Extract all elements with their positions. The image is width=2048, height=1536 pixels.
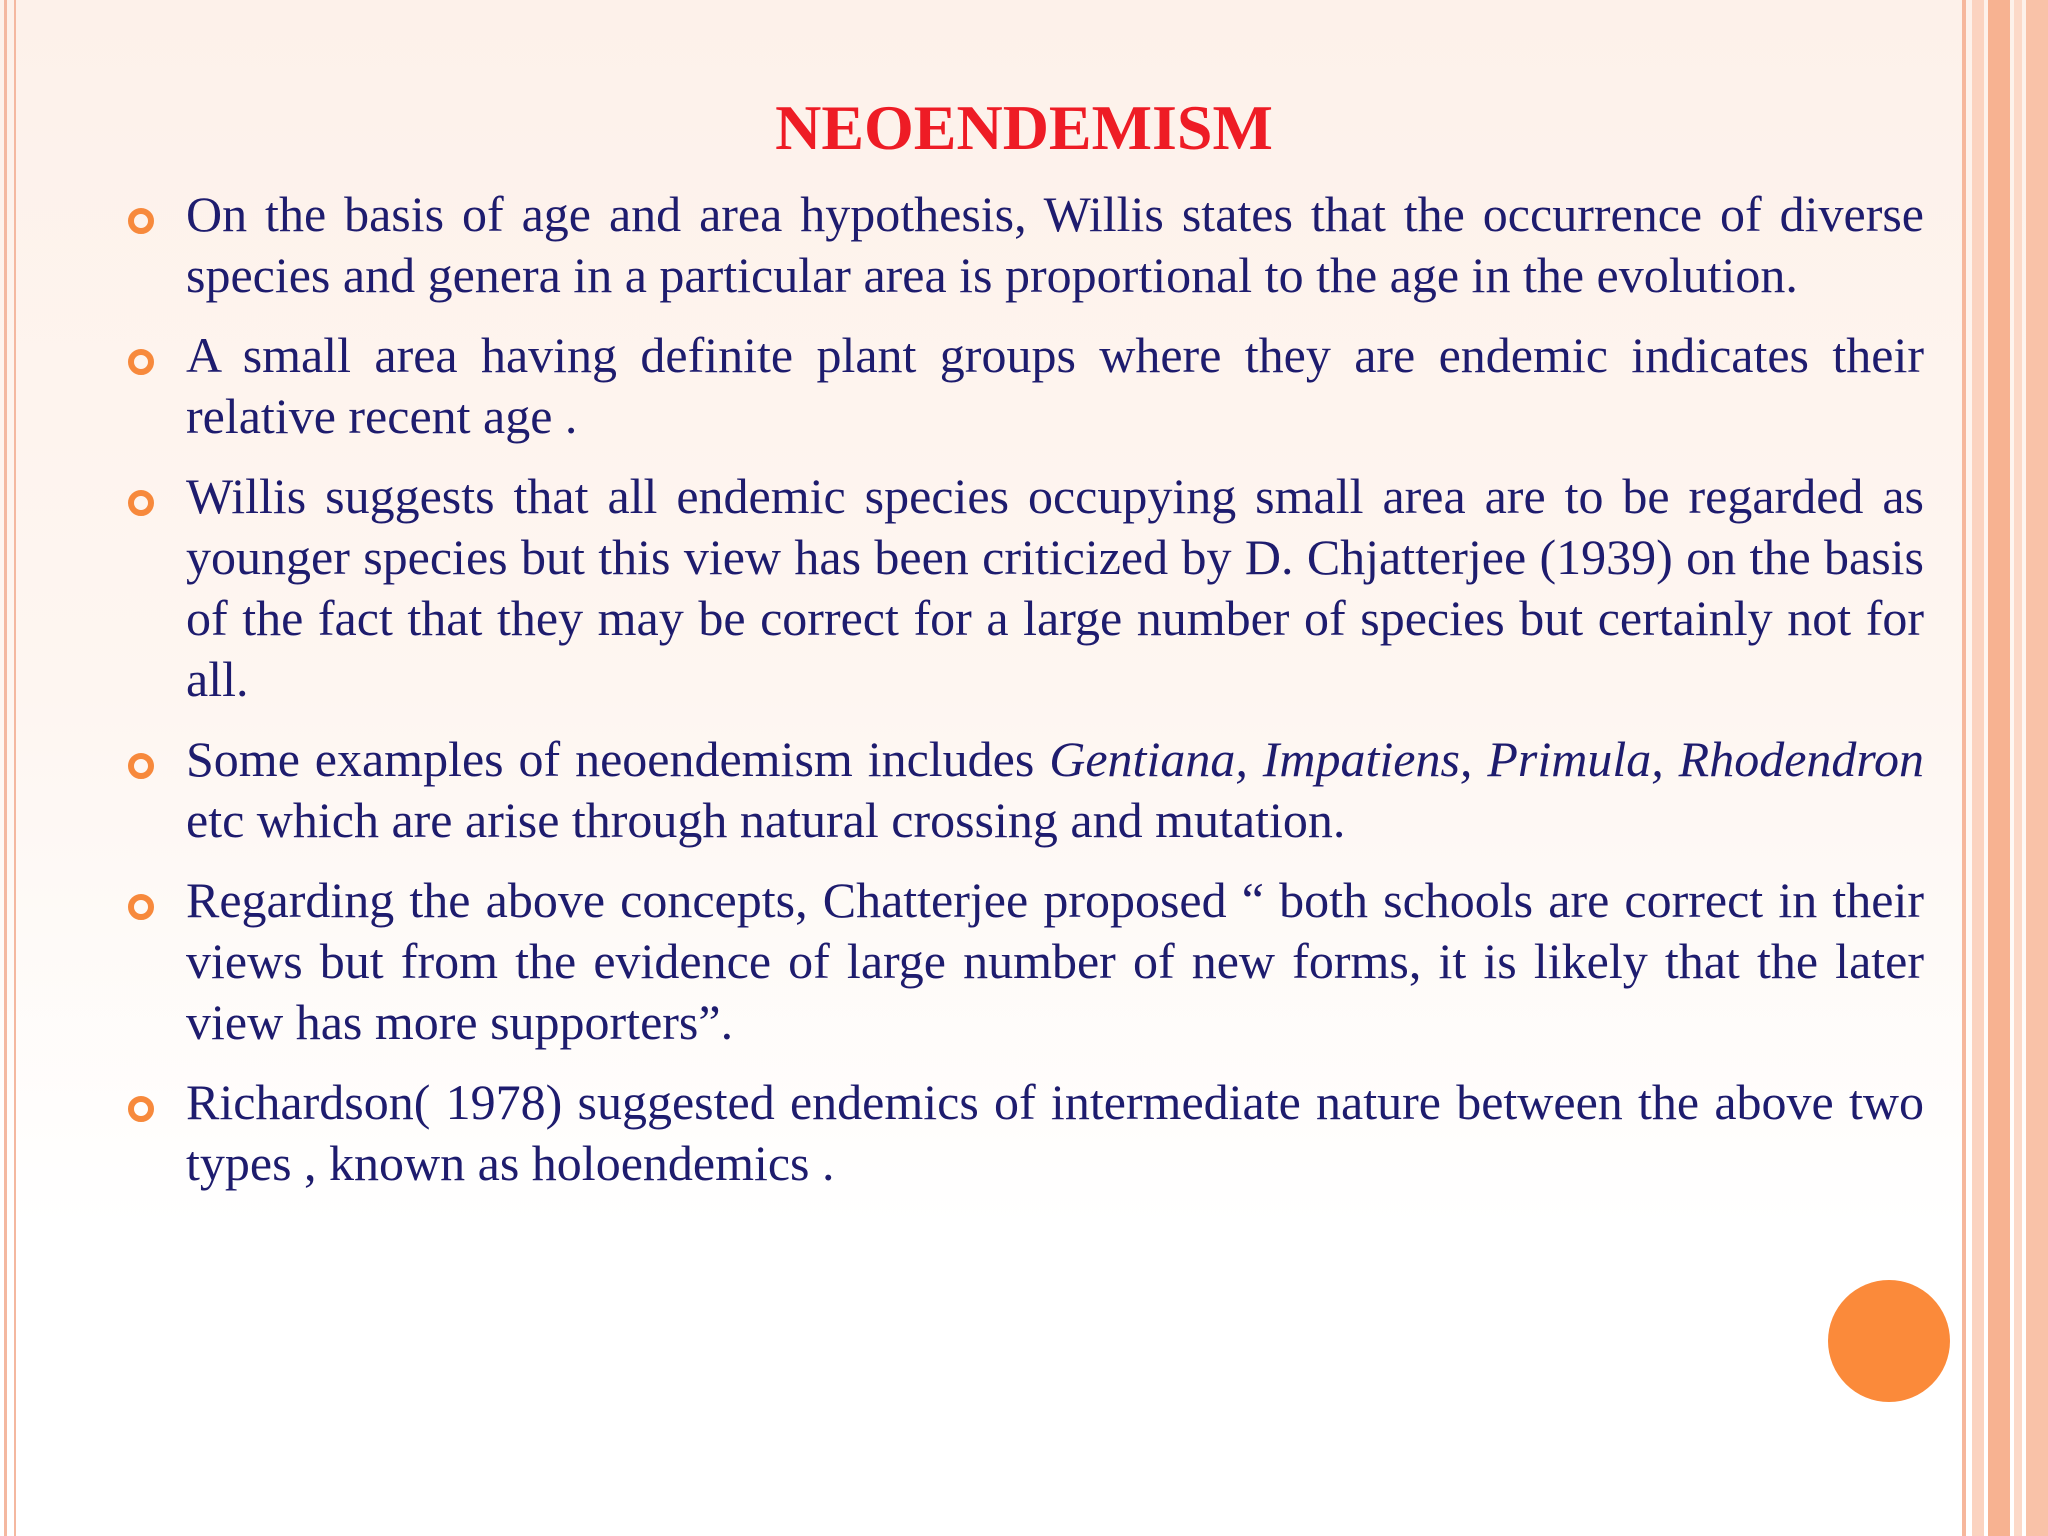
bullet-text: On the basis of age and area hypothesis, Willis states that the occurrence of diverse species and genera in a particular area is proportional to the age in the evolution. — [186, 186, 1924, 303]
right-stripe — [1962, 0, 1966, 1536]
right-stripe — [2026, 0, 2048, 1536]
bullet-text: Regarding the above concepts, Chatterjee proposed “ both schools are correct in their views but from the evidence of large number of new forms, it is likely that the later view has more supporters”. — [186, 872, 1924, 1050]
bullet-item — [128, 184, 1924, 306]
bullet-text: Richardson( 1978) suggested endemics of intermediate nature between the above two types , known as holoendemics . — [186, 1074, 1924, 1191]
bullet-item — [128, 466, 1924, 710]
orange-circle-decoration — [1828, 1280, 1950, 1402]
right-stripe — [2014, 0, 2022, 1536]
bullet-item — [128, 870, 1924, 1053]
bullet-ring-icon — [128, 894, 154, 920]
bullet-ring-icon — [128, 1096, 154, 1122]
bullet-item — [128, 729, 1924, 851]
bullet-item — [128, 325, 1924, 447]
right-stripe — [1988, 0, 2010, 1536]
bullet-item — [128, 1072, 1924, 1194]
bullet-ring-icon — [128, 349, 154, 375]
left-border-line-inner — [14, 0, 16, 1536]
bullet-ring-icon — [128, 208, 154, 234]
bullet-text-after: etc which are arise through natural crossing and mutation. — [186, 792, 1346, 848]
genus-names: Gentiana, Impatiens, Primula, Rhodendron — [1049, 731, 1924, 787]
bullet-text-before: Some examples of neoendemism includes — [186, 731, 1050, 787]
right-stripe — [1972, 0, 1984, 1536]
bullet-ring-icon — [128, 753, 154, 779]
bullet-ring-icon — [128, 490, 154, 516]
slide-title: NEOENDEMISM — [775, 92, 1273, 163]
left-border-line — [4, 0, 7, 1536]
bullet-list — [128, 184, 1924, 1213]
bullet-text: A small area having definite plant groups where they are endemic indicates their relative recent age . — [186, 327, 1924, 444]
bullet-text: Willis suggests that all endemic species occupying small area are to be regarded as younger species but this view has been criticized by D. Chjatterjee (1939) on the basis of the fact that they may be correct for a large number of species but certainly not for all. — [186, 468, 1924, 707]
